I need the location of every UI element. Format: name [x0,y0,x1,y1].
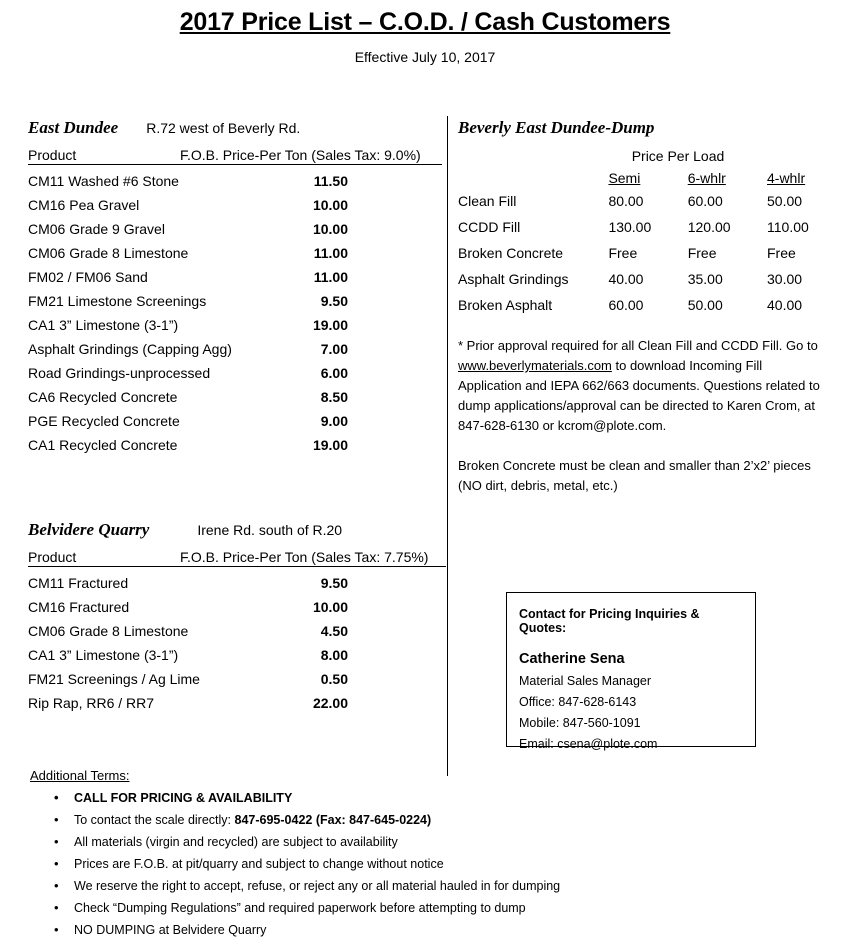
dump-header-material [458,168,608,188]
product-price: 19.00 [312,317,348,333]
price-row [28,245,443,261]
product-name: Asphalt Grindings (Capping Agg) [28,341,232,357]
dump-material: Broken Concrete [458,245,564,261]
product-price: 6.00 [320,365,348,381]
contact-box [506,592,756,751]
dump-material: CCDD Fill [458,219,521,235]
product-name: CM06 Grade 8 Limestone [28,245,189,261]
product-price: 22.00 [312,695,348,711]
term-item: • CALL FOR PRICING & AVAILABILITY [74,791,820,805]
scale-phone-number: 847-695-0422 (Fax: 847-645-0224) [234,813,432,827]
contact-office-phone: Office: 847-628-6143 [519,695,637,709]
dump-price-table [458,168,828,318]
dump-table-row [458,214,828,240]
dump-4whlr-price: Free [767,245,796,261]
price-row [28,695,448,711]
dump-4whlr-price: 40.00 [767,297,803,313]
price-row [28,623,448,639]
additional-terms-section [30,768,820,937]
term-item [74,813,820,827]
product-price: 8.00 [320,647,348,663]
product-price: 8.50 [320,389,348,405]
page-title: 2017 Price List – C.O.D. / Cash Customers [179,8,671,36]
beverly-materials-link[interactable]: www.beverlymaterials.com [458,358,612,373]
dump-section [458,118,828,496]
price-row [28,173,443,189]
price-row [28,221,443,237]
dump-6whlr-price: Free [687,245,717,261]
belvidere-name: Belvidere Quarry [28,520,150,539]
price-row [28,647,448,663]
term-text: To contact the scale directly: [74,813,235,827]
product-price: 10.00 [312,197,348,213]
product-name: CM11 Fractured [28,575,129,591]
product-name: CA1 3” Limestone (3-1”) [28,317,179,333]
term-item: • NO DUMPING at Belvidere Quarry [74,923,820,937]
dump-material: Asphalt Grindings [458,271,569,287]
product-price: 10.00 [312,221,348,237]
product-name: CM06 Grade 8 Limestone [28,623,189,639]
east-dundee-rows [28,173,443,453]
product-price: 10.00 [312,599,348,615]
product-price: 7.00 [320,341,348,357]
product-name: CM06 Grade 9 Gravel [28,221,165,237]
dump-table-header-row [458,168,828,188]
price-row [28,413,443,429]
dump-semi-price: 40.00 [608,271,644,287]
dump-6whlr-price: 60.00 [687,193,723,209]
broken-concrete-note: Broken Concrete must be clean and smaller than 2’x2’ pieces (NO dirt, debris, metal, etc.) [458,458,811,493]
price-row [28,389,443,405]
product-price: 11.00 [313,245,348,261]
dump-6whlr-price: 120.00 [687,219,731,235]
price-row [28,293,443,309]
effective-date: Effective July 10, 2017 [354,49,496,65]
note-pre-text: * Prior approval required for all Clean Fill and CCDD Fill. Go to [458,338,818,353]
dump-title: Beverly East Dundee-Dump [458,118,655,137]
dump-table-row [458,188,828,214]
product-name: PGE Recycled Concrete [28,413,180,429]
product-name: CM16 Fractured [28,599,130,615]
contact-heading: Contact for Pricing Inquiries & Quotes: [519,607,700,635]
price-row [28,575,448,591]
term-item: • All materials (virgin and recycled) are subject to availability [74,835,820,849]
product-name: FM21 Limestone Screenings [28,293,207,309]
east-dundee-section [28,118,443,453]
price-row [28,365,443,381]
product-price: 11.50 [313,173,348,189]
dump-4whlr-price: 50.00 [767,193,803,209]
price-row [28,269,443,285]
product-name: Rip Rap, RR6 / RR7 [28,695,155,711]
price-row [28,197,443,213]
dump-4whlr-price: 110.00 [767,219,809,235]
product-name: CA1 3” Limestone (3-1”) [28,647,179,663]
dump-approval-note [458,336,828,436]
price-row [28,341,443,357]
contact-email: Email: csena@plote.com [519,737,658,751]
dump-6whlr-price: 35.00 [687,271,723,287]
dump-table-row [458,266,828,292]
contact-name: Catherine Sena [519,651,625,667]
product-name: CA1 Recycled Concrete [28,437,178,453]
dump-4whlr-price: 30.00 [767,271,803,287]
price-row [28,317,443,333]
dump-semi-price: Free [608,245,638,261]
term-item: • Prices are F.O.B. at pit/quarry and subject to change without notice [74,857,820,871]
east-dundee-location: R.72 west of Beverly Rd. [146,120,301,136]
product-price: 9.50 [320,293,348,309]
note-post-text: to download Incoming Fill Application and IEPA 662/663 documents. Questions related to dump applications/approval can be directed to Karen Crom, at 847-628-6130 or kcrom@plote.com. [458,358,820,433]
product-name: FM02 / FM06 Sand [28,269,148,285]
belvidere-location: Irene Rd. south of R.20 [197,522,343,538]
product-name: FM21 Screenings / Ag Lime [28,671,200,687]
product-price: 19.00 [312,437,348,453]
product-price: 4.50 [320,623,348,639]
price-per-load-label: Price Per Load [631,148,725,164]
product-price: 0.50 [320,671,348,687]
belvidere-column-headers [28,549,446,567]
contact-role: Material Sales Manager [519,674,652,688]
product-name: CM16 Pea Gravel [28,197,140,213]
product-price: 11.00 [313,269,348,285]
dump-material: Broken Asphalt [458,297,553,313]
product-price: 9.50 [320,575,348,591]
price-list-page [0,8,850,937]
belvidere-rows [28,575,448,711]
price-row [28,599,448,615]
column-header-price: F.O.B. Price-Per Ton (Sales Tax: 7.75%) [180,549,429,565]
east-dundee-name: East Dundee [28,118,119,137]
dump-semi-price: 80.00 [608,193,644,209]
contact-mobile-phone: Mobile: 847-560-1091 [519,716,641,730]
belvidere-header [28,520,448,540]
dump-table-row [458,292,828,318]
column-header-product: Product [28,147,77,163]
column-header-price: F.O.B. Price-Per Ton (Sales Tax: 9.0%) [180,147,421,163]
product-name: Road Grindings-unprocessed [28,365,211,381]
belvidere-section [28,520,448,711]
dump-semi-price: 60.00 [608,297,644,313]
additional-terms-heading: Additional Terms: [30,768,130,783]
dump-6whlr-price: 50.00 [687,297,723,313]
product-name: CA6 Recycled Concrete [28,389,178,405]
term-item: • We reserve the right to accept, refuse, or reject any or all material hauled in for dumping [74,879,820,893]
additional-terms-list [30,791,820,937]
dump-header-semi: Semi [608,170,641,186]
dump-header-6whlr: 6-whlr [687,170,726,186]
dump-table-row [458,240,828,266]
dump-semi-price: 130.00 [608,219,652,235]
column-header-product: Product [28,549,77,565]
price-row [28,671,448,687]
east-dundee-column-headers [28,147,442,165]
product-price: 9.00 [320,413,348,429]
dump-header-4whlr: 4-whlr [767,170,806,186]
term-item: • Check “Dumping Regulations” and required paperwork before attempting to dump [74,901,820,915]
price-row [28,437,443,453]
dump-material: Clean Fill [458,193,517,209]
product-name: CM11 Washed #6 Stone [28,173,179,189]
east-dundee-header [28,118,443,138]
